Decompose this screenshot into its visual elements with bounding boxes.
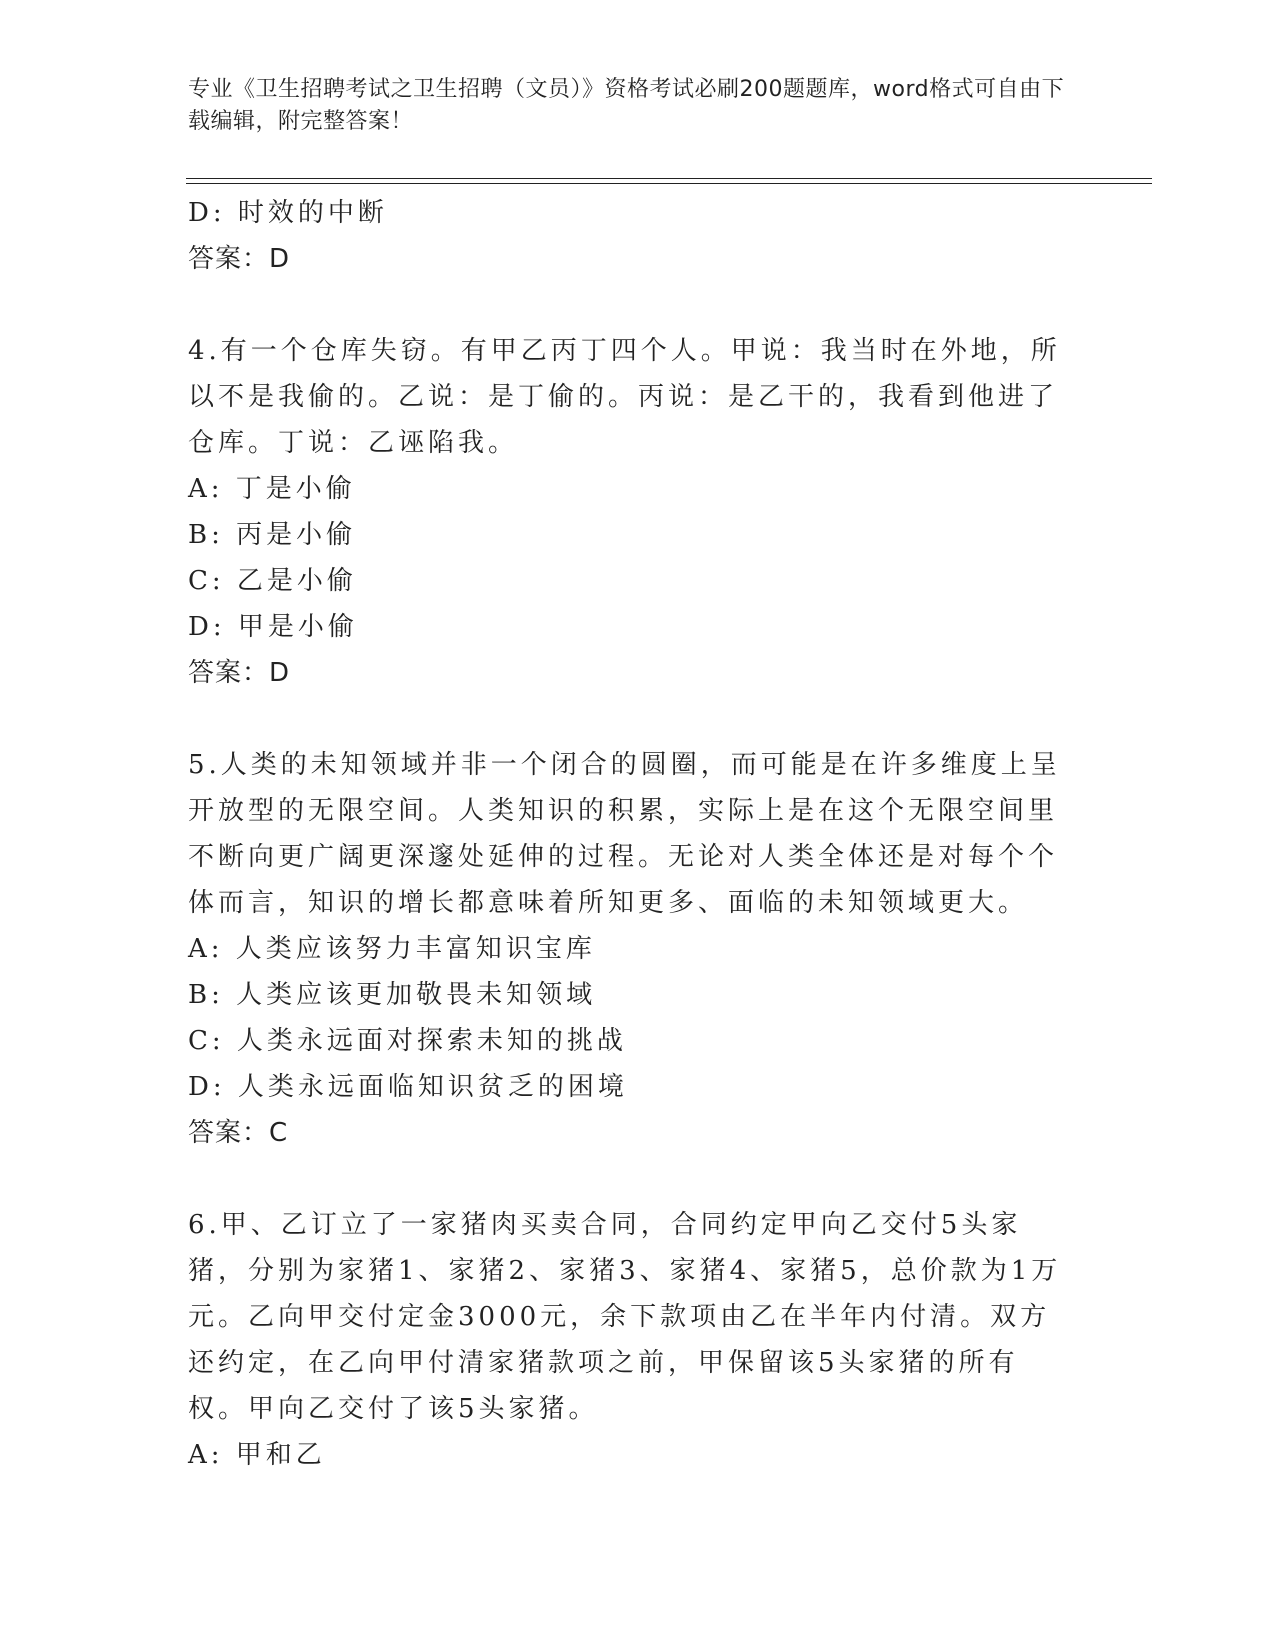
option-c: C: 乙是小偷 [188, 566, 357, 596]
option-c: C: 人类永远面对探索未知的挑战 [188, 1026, 627, 1056]
option-a: A: 甲和乙 [188, 1440, 326, 1470]
answer-line: 答案：D [188, 244, 291, 274]
option-a: A: 人类应该努力丰富知识宝库 [188, 934, 596, 964]
question-text: 6.甲、乙订立了一家猪肉买卖合同，合同约定甲向乙交付5头家猪，分别为家猪1、家猪2、家猪3、家猪4、家猪5，总价款为1万元。乙向甲交付定金3000元，余下款项由乙在半年内付清。双方还约定，在乙向甲付清家猪款项之前，甲保留该5头家猪的所有权。甲向乙交付了该5头家猪。 [188, 1210, 1062, 1424]
spacer [188, 282, 1088, 328]
previous-question-tail [188, 190, 1088, 282]
option-d: D: 人类永远面临知识贫乏的困境 [188, 1072, 628, 1102]
document-header-title: 专业《卫生招聘考试之卫生招聘（文员）》资格考试必刷200题题库，word格式可自由下载编辑，附完整答案！ [188, 77, 1065, 134]
question-6 [188, 1202, 1088, 1478]
answer-line: 答案：D [188, 658, 291, 688]
spacer [188, 696, 1088, 742]
header-divider-bottom [186, 183, 1152, 184]
question-5 [188, 742, 1088, 1156]
option-d: D: 甲是小偷 [188, 612, 358, 642]
header-divider-top [186, 178, 1152, 179]
document-body [188, 190, 1088, 1478]
option-b: B: 人类应该更加敬畏未知领域 [188, 980, 597, 1010]
answer-line: 答案：C [188, 1118, 289, 1148]
option-d: D: 时效的中断 [188, 198, 388, 228]
question-text: 4.有一个仓库失窃。有甲乙丙丁四个人。甲说：我当时在外地，所以不是我偷的。乙说：是丁偷的。丙说：是乙干的，我看到他进了仓库。丁说：乙诬陷我。 [188, 336, 1061, 458]
question-text: 5.人类的未知领域并非一个闭合的圆圈，而可能是在许多维度上呈开放型的无限空间。人类知识的积累，实际上是在这个无限空间里不断向更广阔更深邃处延伸的过程。无论对人类全体还是对每个个体而言，知识的增长都意味着所知更多、面临的未知领域更大。 [188, 750, 1061, 918]
option-b: B: 丙是小偷 [188, 520, 357, 550]
question-4 [188, 328, 1088, 696]
spacer [188, 1156, 1088, 1202]
option-a: A: 丁是小偷 [188, 474, 356, 504]
